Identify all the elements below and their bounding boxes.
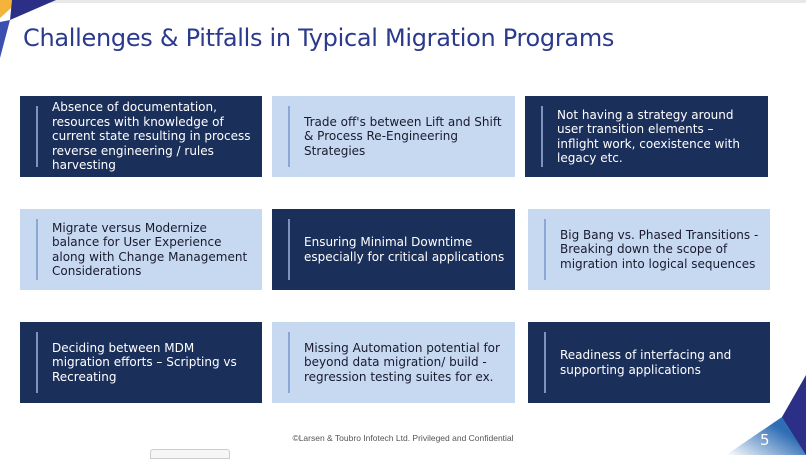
- confidential-footer: ©Larsen & Toubro Infotech Ltd. Privileged and Confidential: [292, 433, 514, 443]
- card-text: Not having a strategy around user transition elements – inflight work, coexistence with legacy etc.: [557, 107, 740, 165]
- challenge-card: [525, 96, 768, 177]
- card-text: Migrate versus Modernize balance for User Experience along with Change Management Considerations: [52, 220, 248, 278]
- card-text: Readiness of interfacing and supporting applications: [560, 348, 732, 377]
- card-text: Missing Automation potential for beyond data migration/ build - regression testing suites for ex.: [304, 340, 500, 384]
- card-text: Ensuring Minimal Downtime especially for critical applications: [304, 235, 505, 264]
- challenge-card: [528, 322, 770, 403]
- challenge-card: [20, 209, 262, 290]
- bottom-tab[interactable]: [150, 449, 230, 459]
- page-title: Challenges & Pitfalls in Typical Migration Programs: [23, 24, 615, 52]
- challenge-card: [272, 209, 515, 290]
- card-text: Absence of documentation, resources with knowledge of current state resulting in process reverse engineering / rules harvesting: [52, 100, 251, 173]
- challenge-card: [272, 96, 515, 177]
- card-text: Big Bang vs. Phased Transitions - Breaking down the scope of migration into logical sequences: [560, 227, 759, 271]
- challenge-card: [528, 209, 770, 290]
- card-text: Trade off's between Lift and Shift & Process Re-Engineering Strategies: [304, 114, 502, 158]
- challenge-card: [20, 96, 262, 177]
- challenge-card: [20, 322, 262, 403]
- page-number: 5: [760, 431, 770, 449]
- card-text: Deciding between MDM migration efforts – Scripting vs Recreating: [52, 340, 237, 384]
- challenge-card: [272, 322, 515, 403]
- top-border: [0, 0, 806, 3]
